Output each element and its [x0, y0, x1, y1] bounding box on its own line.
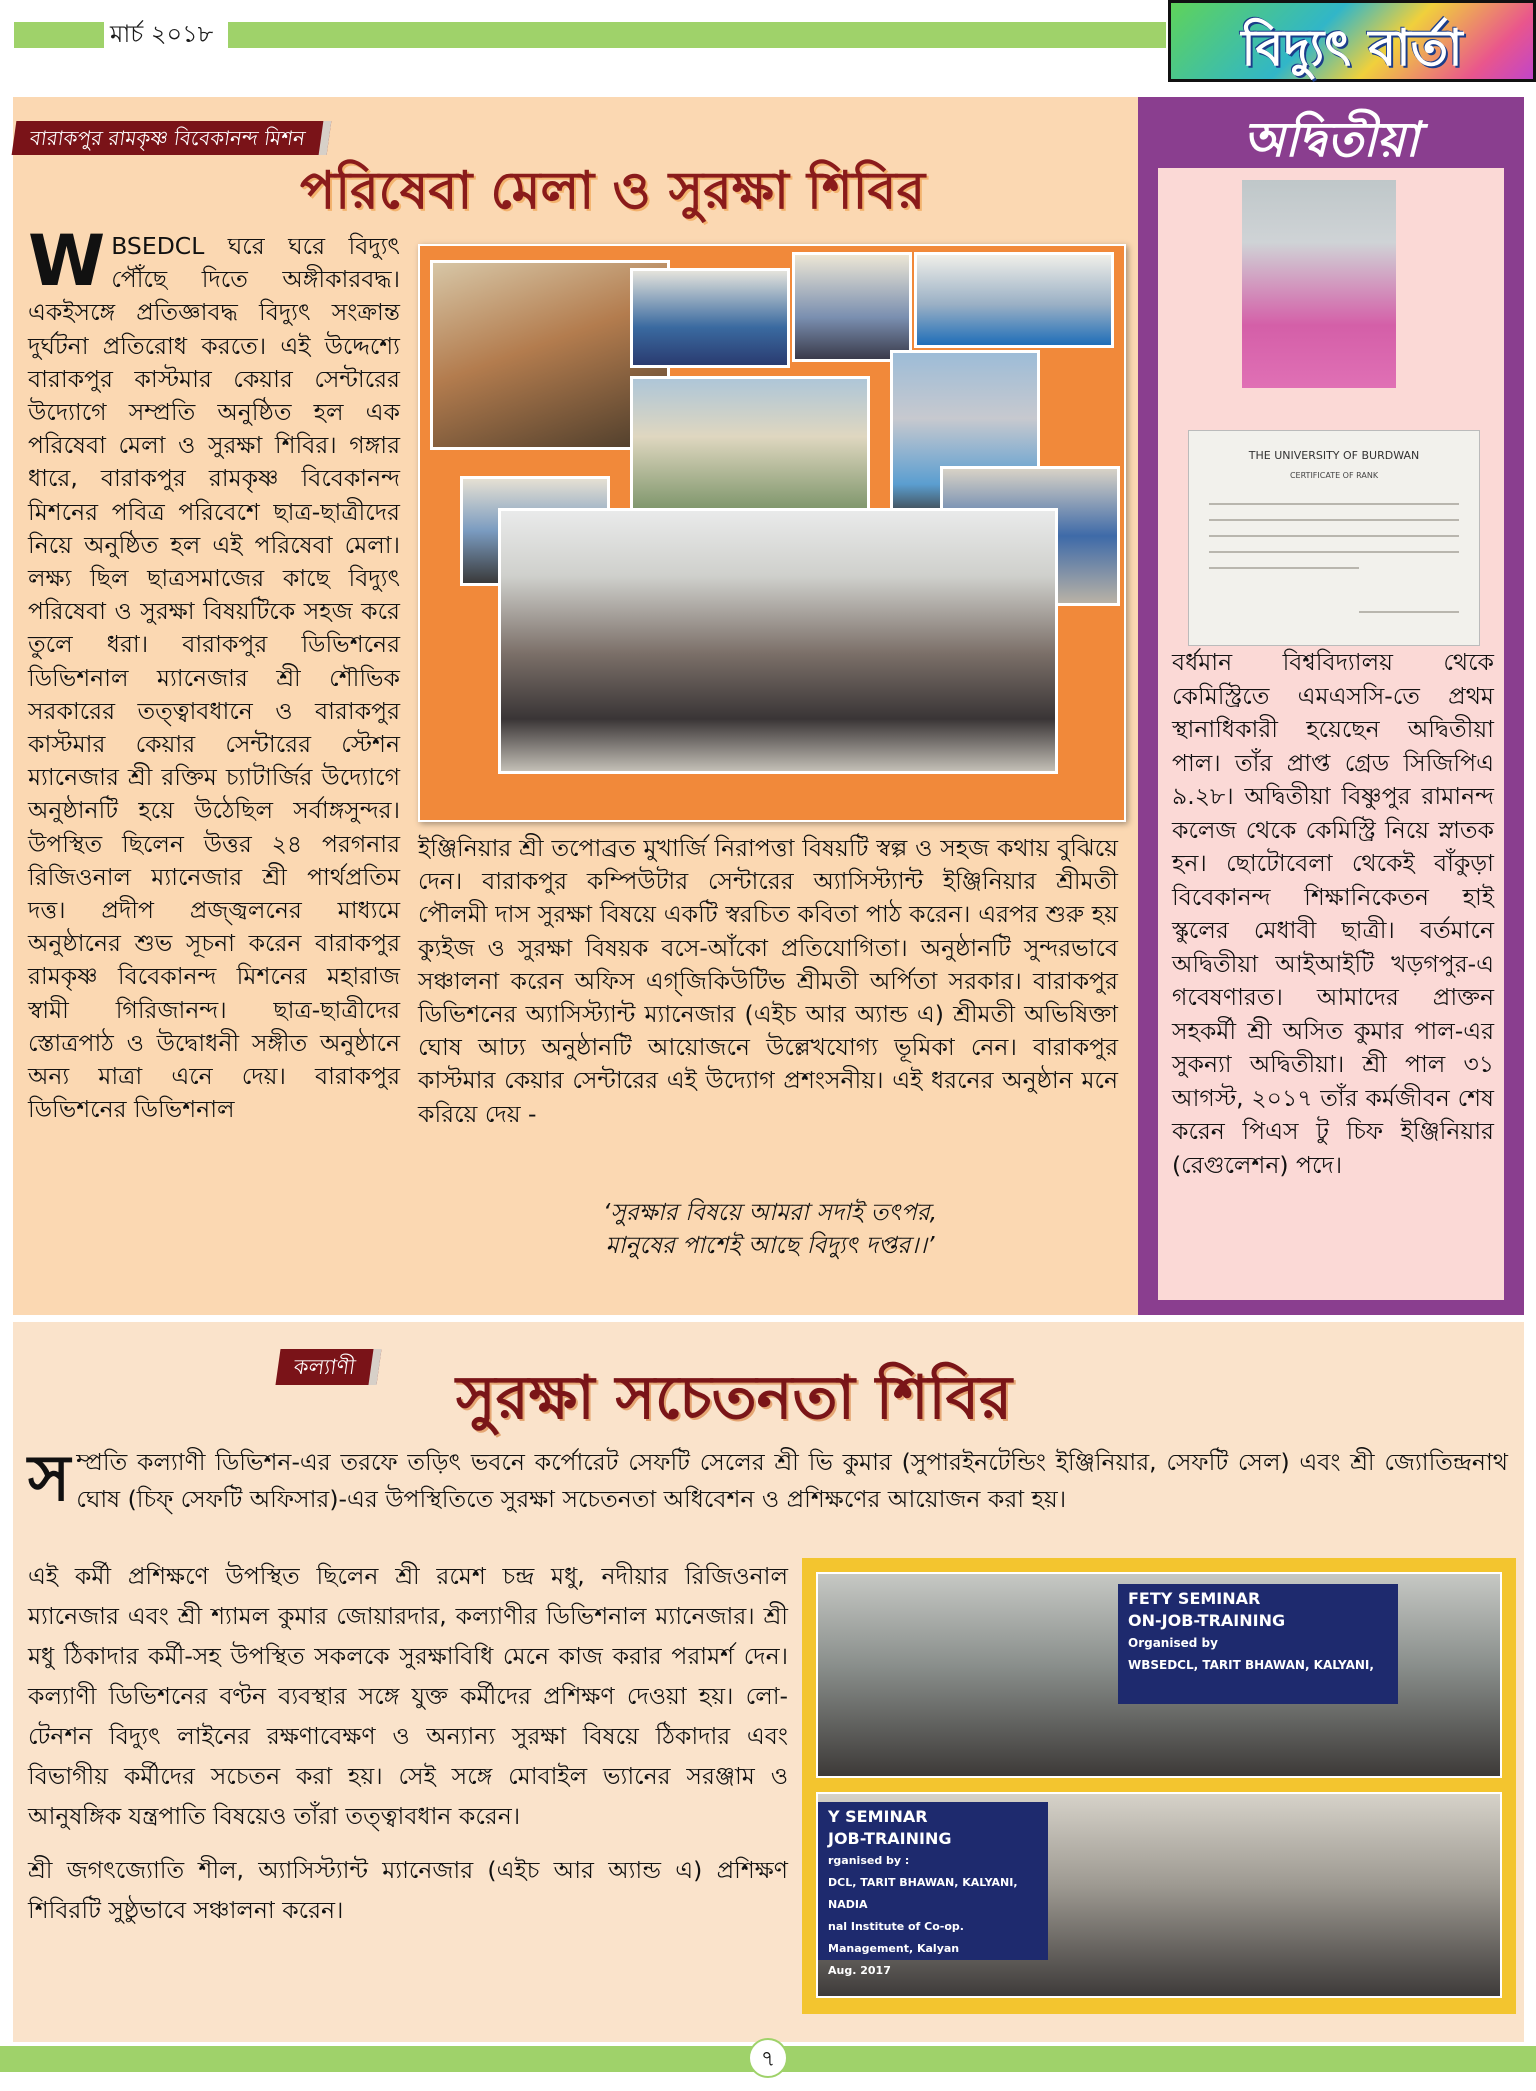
banner-1-line-2: ON-JOB-TRAINING: [1128, 1611, 1286, 1630]
article-2-intro: [28, 1444, 1508, 1518]
quote-line-2: মানুষের পাশেই আছে বিদ্যুৎ দপ্তর।।’: [605, 1231, 935, 1259]
page-number: ৭: [748, 2038, 788, 2078]
certificate-text-line: [1209, 551, 1459, 553]
photo-mission-building: [630, 376, 870, 526]
certificate-text-line: [1209, 503, 1459, 505]
certificate-text-line: [1209, 535, 1459, 537]
article-2-body: [28, 1556, 788, 1944]
banner-2-line-6: Aug. 2017: [828, 1964, 891, 1977]
header-bar-right: [228, 22, 1166, 48]
article-1-left-text: BSEDCL ঘরে ঘরে বিদ্যুৎ পৌঁছে দিতে অঙ্গীকারবদ্ধ। একইসঙ্গে প্রতিজ্ঞাবদ্ধ বিদ্যুৎ সংক্রান্ত দুর্ঘটনা প্রতিরোধ করতে। এই উদ্দেশ্যে বারাকপুর কাস্টমার কেয়ার সেন্টারের উদ্যোগে সম্প্রতি অনুষ্ঠিত হল এক পরিষেবা মেলা ও সুরক্ষা শিবির। গঙ্গার ধারে, বারাকপুর রামকৃষ্ণ বিবেকানন্দ মিশনের পবিত্র পরিবেশে ছাত্র-ছাত্রীদের নিয়ে অনুষ্ঠিত হল এই পরিষেবা মেলা। লক্ষ্য ছিল ছাত্রসমাজের কাছে বিদ্যুৎ পরিষেবা ও সুরক্ষা বিষয়টিকে সহজ করে তুলে ধরা। বারাকপুর ডিভিশনের ডিভিশনাল ম্যানেজার শ্রী শৌভিক সরকারের তত্ত্বাবধানে ও বারাকপুর কাস্টমার কেয়ার সেন্টারের স্টেশন ম্যানেজার শ্রী রক্তিম চ্যাটার্জির উদ্যোগে অনুষ্ঠানটি হয়ে উঠেছিল সর্বাঙ্গসুন্দর। উপস্থিত ছিলেন উত্তর ২৪ পরগনার রিজিওনাল ম্যানেজার শ্রী পার্থপ্রতিম দত্ত। প্রদীপ প্রজ্জ্বলনের মাধ্যমে অনুষ্ঠানের শুভ সূচনা করেন বারাকপুর রামকৃষ্ণ বিবেকানন্দ মিশনের মহারাজ স্বামী গিরিজানন্দ। ছাত্র-ছাত্রীদের স্তোত্রপাঠ ও উদ্বোধনী সঙ্গীত অনুষ্ঠানে অন্য মাত্রা এনে দেয়। বারাকপুর ডিভিশনের ডিভিশনাল: [28, 232, 400, 1124]
issue-month: মার্চ ২০১৮: [110, 20, 214, 48]
header-bar-left: [14, 22, 104, 48]
article-1-title: পরিষেবা মেলা ও সুরক্ষা শিবির: [300, 161, 926, 221]
article-2-paragraph-1: এই কর্মী প্রশিক্ষণে উপস্থিত ছিলেন শ্রী রমেশ চন্দ্র মধু, নদীয়ার রিজিওনাল ম্যানেজার এবং শ্রী শ্যামল কুমার জোয়ারদার, কল্যাণীর ডিভিশনাল ম্যানেজার। শ্রী মধু ঠিকাদার কর্মী-সহ উপস্থিত সকলকে সুরক্ষাবিধি মেনে কাজ করার পরামর্শ দেন। কল্যাণী ডিভিশনের বণ্টন ব্যবস্থার সঙ্গে যুক্ত কর্মীদের প্রশিক্ষণ দেওয়া হয়। লো-টেনশন বিদ্যুৎ লাইনের রক্ষণাবেক্ষণ ও অন্যান্য সুরক্ষা বিষয়ে ঠিকাদার এবং বিভাগীয় কর্মীদের সচেতন করা হয়। সেই সঙ্গে মোবাইল ভ্যানের সরঞ্জাম ও আনুষঙ্গিক যন্ত্রপাতি বিষয়েও তাঁরা তত্ত্বাবধান করেন।: [28, 1562, 788, 1830]
certificate-signature-line: [1359, 611, 1459, 613]
photo-group: [498, 508, 1058, 774]
banner-2-line-5: nal Institute of Co-op. Management, Kalyan: [828, 1920, 964, 1955]
magazine-logo: [1168, 0, 1536, 82]
banner-2-line-1: Y SEMINAR: [828, 1807, 928, 1826]
article-1-dropcap: W: [28, 220, 106, 302]
banner-2-line-2: JOB-TRAINING: [828, 1829, 952, 1848]
article-2-title: সুরক্ষা সচেতনতা শিবির: [456, 1363, 1013, 1433]
banner-1-line-3: Organised by: [1128, 1636, 1218, 1650]
sidebar-text: বর্ধমান বিশ্ববিদ্যালয় থেকে কেমিস্ট্রিতে এমএসসি-তে প্রথম স্থানাধিকারী হয়েছেন অদ্বিতীয়া পাল। তাঁর প্রাপ্ত গ্রেড সিজিপিএ ৯.২৮। অদ্বিতীয়া বিষ্ণুপুর রামানন্দ কলেজ থেকে কেমিস্ট্রি নিয়ে স্নাতক হন। ছোটোবেলা থেকেই বাঁকুড়া বিবেকানন্দ শিক্ষানিকেতন হাই স্কুলের মেধাবী ছাত্রী। বর্তমানে অদ্বিতীয়া আইআইটি খড়গপুর-এ গবেষণারত। আমাদের প্রাক্তন সহকর্মী শ্রী অসিত কুমার পাল-এর সুকন্যা অদ্বিতীয়া। শ্রী পাল ৩১ আগস্ট, ২০১৭ তাঁর কর্মজীবন শেষ করেন পিএস টু চিফ ইঞ্জিনিয়ার (রেগুলেশন) পদে।: [1172, 648, 1494, 1179]
article-2-intro-text: ম্প্রতি কল্যাণী ডিভিশন-এর তরফে তড়িৎ ভবনে কর্পোরেট সেফটি সেলের শ্রী ভি কুমার (সুপারইনটেন্ডিং ইঞ্জিনিয়ার, সেফটি সেল) এবং শ্রী জ্যোতিন্দ্রনাথ ঘোষ (চিফ্ সেফটি অফিসার)-এর উপস্থিতিতে সুরক্ষা সচেতনতা অধিবেশন ও প্রশিক্ষণের আয়োজন করা হয়।: [76, 1448, 1508, 1513]
photo-hall-audience: [914, 252, 1114, 348]
sidebar-title: অদ্বিতীয়া: [1243, 112, 1419, 168]
certificate-text-line: [1209, 567, 1359, 569]
article-1-kicker: বারাকপুর রামকৃষ্ণ বিবেকানন্দ মিশন: [12, 121, 332, 155]
seminar-banner-2: [818, 1802, 1048, 1977]
article-1-left-column: [28, 220, 400, 1126]
seminar-photo-2: [816, 1792, 1502, 1998]
banner-1-line-4: WBSEDCL, TARIT BHAWAN, KALYANI,: [1128, 1658, 1374, 1672]
seminar-photos: [802, 1558, 1516, 2014]
banner-2-line-3: rganised by :: [828, 1854, 910, 1867]
article-2-paragraph-2: শ্রী জগৎজ্যোতি শীল, অ্যাসিস্ট্যান্ট ম্যানেজার (এইচ আর অ্যান্ড এ) প্রশিক্ষণ শিবিরটি সুষ্ঠুভাবে সঞ্চালনা করেন।: [28, 1856, 788, 1924]
portrait-photo: [1242, 180, 1396, 388]
article-2-dropcap: স: [28, 1442, 71, 1516]
article-1-quote: [460, 1196, 1080, 1262]
banner-1-line-1: FETY SEMINAR: [1128, 1589, 1261, 1608]
certificate-subheading: CERTIFICATE OF RANK: [1289, 471, 1379, 480]
seminar-photo-1: [816, 1572, 1502, 1778]
logo-text: বিদ্যুৎ বার্তা: [1241, 19, 1463, 77]
article-1-right-column: ইঞ্জিনিয়ার শ্রী তপোব্রত মুখার্জি নিরাপত্তা বিষয়টি স্বল্প ও সহজ কথায় বুঝিয়ে দেন। বারাকপুর কম্পিউটার সেন্টারের অ্যাসিস্ট্যান্ট ইঞ্জিনিয়ার শ্রীমতী পৌলমী দাস সুরক্ষা বিষয়ে একটি স্বরচিত কবিতা পাঠ করেন। এরপর শুরু হয় ক্যুইজ ও সুরক্ষা বিষয়ক বসে-আঁকো প্রতিযোগিতা। অনুষ্ঠানটি সুন্দরভাবে সঞ্চালনা করেন অফিস এগ্‌জিকিউটিভ শ্রীমতী অর্পিতা সরকার। বারাকপুর ডিভিশনের অ্যাসিস্ট্যান্ট ম্যানেজার (এইচ আর অ্যান্ড এ) শ্রীমতী অভিষিক্তা ঘোষ আঢ্য অনুষ্ঠানটি আয়োজনে উল্লেখযোগ্য ভূমিকা নেন। বারাকপুর কাস্টমার কেয়ার সেন্টারের এই উদ্যোগ প্রশংসনীয়। এই ধরনের অনুষ্ঠান মনে করিয়ে দেয় -: [418, 834, 1118, 1128]
rank-certificate: [1188, 430, 1480, 646]
certificate-heading: THE UNIVERSITY OF BURDWAN: [1248, 449, 1420, 462]
article-2-kicker: কল্যাণী: [275, 1349, 381, 1385]
seminar-banner-1: [1118, 1584, 1398, 1704]
certificate-text-line: [1209, 519, 1459, 521]
event-photo-collage: [418, 244, 1126, 822]
photo-student-speaking: [792, 252, 912, 362]
photo-students-hall: [630, 268, 790, 368]
quote-line-1: ‘সুরক্ষার বিষয়ে আমরা সদাই তৎপর,: [602, 1198, 938, 1226]
banner-2-line-4: DCL, TARIT BHAWAN, KALYANI, NADIA: [828, 1876, 1018, 1911]
